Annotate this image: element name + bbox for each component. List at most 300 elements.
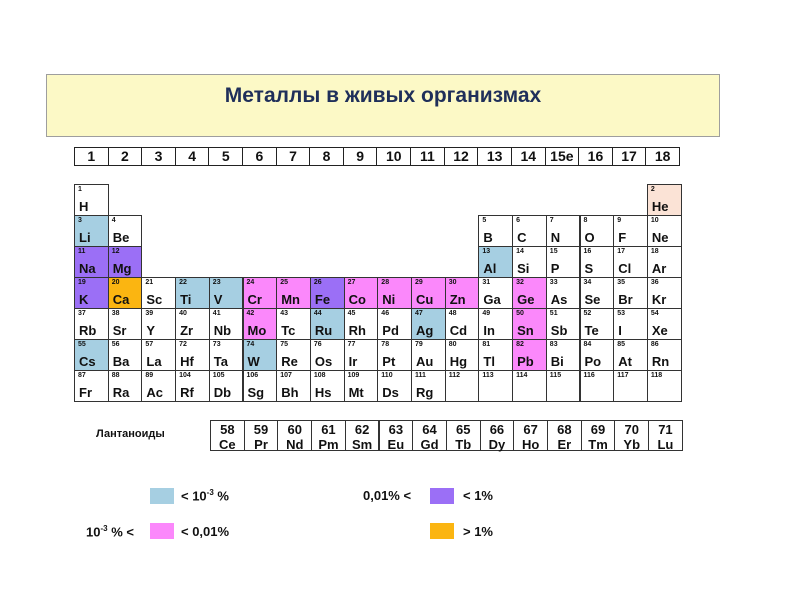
element-symbol: K	[79, 292, 89, 307]
lanthanoid-cell	[513, 420, 548, 451]
atomic-number: 75	[280, 341, 288, 348]
element-cell	[546, 277, 581, 309]
element-symbol: Fe	[314, 292, 331, 307]
atomic-number: 19	[78, 279, 86, 286]
atomic-number: 14	[516, 248, 524, 255]
element-symbol: La	[146, 354, 162, 369]
element-symbol: Mt	[348, 385, 364, 400]
legend-before-lt001: $10^{-3}$ % <	[86, 524, 134, 540]
element-symbol: I	[618, 323, 622, 338]
atomic-number: 104	[179, 372, 191, 379]
element-symbol: Sm	[352, 437, 373, 452]
element-cell	[74, 339, 109, 371]
element-symbol: Tm	[588, 437, 608, 452]
atomic-number: 31	[482, 279, 491, 286]
atomic-number: 64	[422, 422, 437, 437]
atomic-number: 1	[78, 186, 82, 193]
group-header-cell: 1	[75, 148, 109, 165]
element-symbol: Pm	[318, 437, 339, 452]
element-symbol: Er	[557, 437, 572, 452]
element-cell	[411, 277, 446, 309]
atomic-number: 12	[111, 248, 120, 255]
element-cell	[74, 308, 109, 340]
element-cell	[580, 339, 615, 371]
group-header-cell: 5	[209, 148, 243, 165]
element-cell	[411, 308, 446, 340]
group-header-cell: 9	[344, 148, 378, 165]
atomic-number: 44	[313, 310, 322, 317]
element-cell	[546, 308, 581, 340]
element-cell	[108, 277, 143, 309]
element-cell	[141, 277, 176, 309]
element-symbol: Yb	[623, 437, 641, 452]
element-cell	[546, 370, 581, 402]
element-symbol: S	[584, 261, 594, 276]
atomic-number: 65	[456, 422, 471, 437]
element-cell	[344, 277, 379, 309]
element-cell	[209, 370, 244, 402]
group-header-cell: 10	[377, 148, 411, 165]
element-cell	[74, 184, 109, 216]
atomic-number: 115	[549, 372, 562, 379]
atomic-number: 78	[381, 341, 390, 348]
atomic-number: 29	[415, 279, 423, 286]
group-header-row	[74, 147, 680, 166]
element-cell	[512, 339, 547, 371]
element-cell	[613, 370, 648, 402]
element-cell	[512, 308, 547, 340]
element-cell	[243, 339, 278, 371]
element-symbol: Ca	[112, 292, 130, 307]
element-cell	[74, 277, 109, 309]
lanthanoid-cell	[210, 420, 245, 451]
element-symbol: Sr	[112, 323, 127, 338]
atomic-number: 80	[448, 341, 457, 348]
element-cell	[209, 277, 244, 309]
atomic-number: 48	[448, 310, 457, 317]
atomic-number: 39	[145, 310, 154, 317]
group-header-cell: 11	[411, 148, 445, 165]
atomic-number: 22	[179, 279, 187, 286]
atomic-number: 16	[583, 248, 592, 255]
atomic-number: 106	[246, 372, 259, 379]
element-cell	[647, 370, 682, 402]
element-symbol: Be	[112, 230, 130, 245]
atomic-number: 68	[557, 422, 572, 437]
legend-swatch-lt0001	[150, 488, 174, 504]
atomic-number: 116	[583, 372, 595, 379]
atomic-number: 51	[549, 310, 558, 317]
element-symbol: Gd	[420, 437, 439, 452]
element-cell	[411, 370, 446, 402]
atomic-number: 84	[583, 341, 592, 348]
element-symbol: Ga	[483, 292, 501, 307]
atomic-number: 6	[516, 217, 520, 224]
atomic-number: 85	[617, 341, 625, 348]
atomic-number: 77	[347, 341, 356, 348]
element-symbol: Pb	[517, 354, 534, 369]
element-cell	[276, 370, 311, 402]
element-cell	[276, 339, 311, 371]
atomic-number: 30	[448, 279, 457, 286]
atomic-number: 86	[650, 341, 659, 348]
group-header-cell: 12	[445, 148, 479, 165]
atomic-number: 5	[482, 217, 487, 224]
atomic-number: 45	[347, 310, 356, 317]
element-cell	[310, 339, 345, 371]
element-symbol: P	[550, 261, 560, 276]
atomic-number: 60	[287, 422, 302, 437]
element-symbol: Cl	[618, 261, 632, 276]
element-symbol: F	[618, 230, 627, 245]
element-cell	[647, 277, 682, 309]
element-cell	[175, 277, 210, 309]
element-symbol: Ne	[651, 230, 669, 245]
element-symbol: Cs	[79, 354, 96, 369]
atomic-number: 41	[212, 310, 221, 317]
atomic-number: 20	[111, 279, 120, 286]
atomic-number: 89	[145, 372, 154, 379]
atomic-number: 117	[617, 372, 629, 379]
atomic-number: 7	[549, 217, 554, 224]
element-cell	[546, 246, 581, 278]
element-symbol: Tb	[455, 437, 472, 452]
element-symbol: Hs	[314, 385, 332, 400]
element-symbol: O	[584, 230, 595, 245]
element-symbol: Dy	[488, 437, 506, 452]
atomic-number: 111	[415, 372, 426, 379]
element-cell	[74, 246, 109, 278]
element-cell	[445, 339, 480, 371]
element-cell	[377, 370, 412, 402]
atomic-number: 83	[549, 341, 558, 348]
page-title: Металлы в живых организмах	[224, 84, 542, 107]
atomic-number: 108	[313, 372, 326, 379]
element-cell	[209, 339, 244, 371]
element-cell	[175, 308, 210, 340]
element-cell	[377, 277, 412, 309]
atomic-number: 118	[650, 372, 663, 379]
element-cell	[478, 339, 513, 371]
atomic-number: 62	[354, 422, 370, 437]
atomic-number: 24	[246, 279, 255, 286]
element-symbol: Te	[584, 323, 599, 338]
element-cell	[175, 339, 210, 371]
atomic-number: 63	[388, 422, 404, 437]
element-symbol: Hf	[180, 354, 194, 369]
element-symbol: Pd	[382, 323, 399, 338]
element-cell	[580, 277, 615, 309]
element-symbol: Ba	[112, 354, 130, 369]
group-header-cell: 15e	[546, 148, 580, 165]
lanthanoids-label: Лантаноиды	[96, 428, 165, 440]
element-symbol: Se	[584, 292, 601, 307]
lanthanoid-cell	[379, 420, 414, 451]
legend-after-lt1: < 1%	[463, 488, 493, 503]
element-symbol: Ta	[213, 354, 229, 369]
element-symbol: In	[483, 323, 495, 338]
atomic-number: 70	[624, 422, 639, 437]
element-symbol: Ni	[382, 292, 396, 307]
element-symbol: Ho	[521, 437, 540, 452]
element-symbol: Rb	[79, 323, 97, 338]
element-symbol: Ru	[314, 323, 333, 338]
element-cell	[243, 370, 278, 402]
atomic-number: 27	[347, 279, 356, 286]
lanthanoid-cell	[480, 420, 515, 451]
atomic-number: 34	[583, 279, 592, 286]
element-cell	[108, 246, 143, 278]
atomic-number: 59	[253, 422, 269, 437]
atomic-number: 46	[381, 310, 390, 317]
element-cell	[647, 184, 682, 216]
element-symbol: W	[247, 354, 260, 369]
atomic-number: 42	[246, 310, 255, 317]
atomic-number: 8	[583, 217, 588, 224]
element-cell	[74, 370, 109, 402]
lanthanoid-cell	[446, 420, 481, 451]
group-header-cell: 14	[512, 148, 546, 165]
element-cell	[546, 215, 581, 247]
element-cell	[580, 215, 615, 247]
atomic-number: 107	[280, 372, 292, 379]
lanthanoid-cell	[412, 420, 447, 451]
atomic-number: 53	[617, 310, 625, 317]
element-cell	[445, 277, 480, 309]
element-symbol: Pr	[254, 437, 268, 452]
element-symbol: Sc	[146, 292, 163, 307]
element-symbol: Pt	[382, 354, 396, 369]
atomic-number: 81	[482, 341, 491, 348]
element-cell	[445, 370, 480, 402]
element-symbol: Mn	[281, 292, 300, 307]
element-symbol: V	[213, 292, 223, 307]
element-symbol: Ar	[651, 261, 667, 276]
element-symbol: Zr	[180, 323, 194, 338]
atomic-number: 2	[650, 186, 655, 193]
atomic-number: 67	[523, 422, 538, 437]
element-symbol: Mo	[247, 323, 267, 338]
element-symbol: Re	[281, 354, 298, 369]
atomic-number: 26	[313, 279, 322, 286]
element-symbol: Fr	[79, 385, 92, 400]
atomic-number: 56	[111, 341, 120, 348]
element-cell	[243, 308, 278, 340]
element-symbol: Po	[584, 354, 602, 369]
element-cell	[310, 370, 345, 402]
atomic-number: 13	[482, 248, 491, 255]
lanthanoid-cell	[244, 420, 279, 451]
element-cell	[613, 308, 648, 340]
element-symbol: Xe	[651, 323, 668, 338]
atomic-number: 79	[415, 341, 423, 348]
element-symbol: Y	[146, 323, 156, 338]
element-cell	[344, 339, 379, 371]
atomic-number: 49	[482, 310, 491, 317]
element-symbol: Rn	[651, 354, 670, 369]
atomic-number: 109	[347, 372, 360, 379]
atomic-number: 72	[179, 341, 187, 348]
element-cell	[310, 308, 345, 340]
title-box	[46, 74, 720, 137]
element-cell	[141, 308, 176, 340]
atomic-number: 43	[280, 310, 288, 317]
element-cell	[478, 277, 513, 309]
element-symbol: Ac	[146, 385, 164, 400]
element-cell	[108, 215, 143, 247]
atomic-number: 9	[617, 217, 622, 224]
group-header-cell: 13	[478, 148, 512, 165]
element-symbol: Br	[618, 292, 633, 307]
element-cell	[512, 370, 547, 402]
element-symbol: Ra	[112, 385, 130, 400]
atomic-number: 88	[111, 372, 120, 379]
group-header-cell: 4	[176, 148, 210, 165]
element-cell	[141, 370, 176, 402]
legend-swatch-gt1	[430, 523, 454, 539]
atomic-number: 76	[313, 341, 322, 348]
element-symbol: Rg	[416, 385, 434, 400]
element-cell	[580, 308, 615, 340]
atomic-number: 47	[415, 310, 423, 317]
element-symbol: B	[483, 230, 493, 245]
element-symbol: Ds	[382, 385, 399, 400]
element-cell	[108, 339, 143, 371]
atomic-number: 82	[516, 341, 524, 348]
element-cell	[647, 339, 682, 371]
element-cell	[613, 215, 648, 247]
element-symbol: Rh	[348, 323, 366, 338]
atomic-number: 50	[516, 310, 524, 317]
lanthanoid-cell	[277, 420, 312, 451]
element-cell	[108, 308, 143, 340]
element-cell	[175, 370, 210, 402]
element-symbol: At	[618, 354, 632, 369]
element-symbol: Kr	[651, 292, 667, 307]
atomic-number: 112	[448, 372, 460, 379]
atomic-number: 55	[78, 341, 86, 348]
atomic-number: 4	[111, 217, 116, 224]
atomic-number: 11	[78, 248, 86, 255]
atomic-number: 105	[212, 372, 225, 379]
element-cell	[445, 308, 480, 340]
element-cell	[478, 308, 513, 340]
atomic-number: 61	[321, 422, 336, 437]
element-symbol: Li	[79, 230, 91, 245]
element-cell	[478, 370, 513, 402]
atomic-number: 71	[658, 422, 673, 437]
atomic-number: 38	[111, 310, 120, 317]
atomic-number: 33	[549, 279, 558, 286]
atomic-number: 25	[280, 279, 288, 286]
atomic-number: 23	[212, 279, 221, 286]
element-cell	[647, 246, 682, 278]
atomic-number: 15	[549, 248, 558, 255]
element-cell	[647, 215, 682, 247]
atomic-number: 69	[590, 422, 606, 437]
atomic-number: 40	[179, 310, 187, 317]
element-cell	[512, 246, 547, 278]
lanthanoid-cell	[614, 420, 649, 451]
legend-label-lt0001: < $10^{-3}$ %	[181, 488, 229, 504]
atomic-number: 3	[78, 217, 82, 224]
element-cell	[647, 308, 682, 340]
atomic-number: 18	[650, 248, 659, 255]
element-cell	[108, 370, 143, 402]
element-symbol: Ag	[416, 323, 434, 338]
atomic-number: 57	[145, 341, 154, 348]
element-cell	[580, 370, 615, 402]
element-symbol: Ir	[348, 354, 358, 369]
element-symbol: Db	[213, 385, 232, 400]
atomic-number: 21	[145, 279, 154, 286]
legend-after-gt1: > 1%	[463, 524, 493, 539]
legend-after-lt001: < 0,01%	[181, 524, 230, 539]
element-cell	[613, 277, 648, 309]
atomic-number: 52	[583, 310, 592, 317]
element-symbol: Nd	[286, 437, 304, 452]
element-symbol: Tl	[483, 354, 495, 369]
atomic-number: 114	[516, 372, 528, 379]
element-symbol: As	[550, 292, 568, 307]
element-cell	[411, 339, 446, 371]
element-cell	[243, 277, 278, 309]
element-cell	[377, 308, 412, 340]
group-header-cell: 16	[579, 148, 613, 165]
element-symbol: Os	[314, 354, 333, 369]
element-symbol: N	[550, 230, 561, 245]
group-header-cell: 18	[654, 148, 671, 164]
atomic-number: 74	[246, 341, 255, 348]
atomic-number: 66	[489, 422, 505, 437]
element-symbol: Ge	[517, 292, 535, 307]
lanthanoid-cell	[648, 420, 683, 451]
element-symbol: Hg	[449, 354, 468, 369]
atomic-number: 35	[617, 279, 625, 286]
atomic-number: 110	[381, 372, 393, 379]
element-symbol: Cd	[449, 323, 468, 338]
element-cell	[478, 246, 513, 278]
atomic-number: 36	[650, 279, 659, 286]
element-symbol: C	[517, 230, 527, 245]
element-symbol: Tc	[281, 323, 296, 338]
atomic-number: 87	[78, 372, 86, 379]
element-symbol: Co	[348, 292, 366, 307]
group-header-cell: 8	[310, 148, 344, 165]
legend-swatch-lt001	[150, 523, 174, 539]
element-symbol: Na	[79, 261, 96, 276]
element-symbol: Nb	[213, 323, 232, 338]
group-header-cell: 6	[243, 148, 277, 165]
element-symbol: Rf	[180, 385, 194, 400]
element-symbol: Eu	[387, 437, 405, 452]
legend-swatch-lt1	[430, 488, 454, 504]
element-symbol: Al	[483, 261, 497, 276]
element-cell	[310, 277, 345, 309]
element-cell	[377, 339, 412, 371]
element-cell	[512, 215, 547, 247]
element-cell	[209, 308, 244, 340]
element-symbol: Sb	[550, 323, 568, 338]
element-symbol: Sn	[517, 323, 534, 338]
group-header-cell: 3	[142, 148, 176, 165]
element-symbol: Au	[416, 354, 434, 369]
element-cell	[276, 308, 311, 340]
atomic-number: 54	[650, 310, 659, 317]
element-symbol: Si	[517, 261, 530, 276]
element-cell	[512, 277, 547, 309]
element-cell	[546, 339, 581, 371]
